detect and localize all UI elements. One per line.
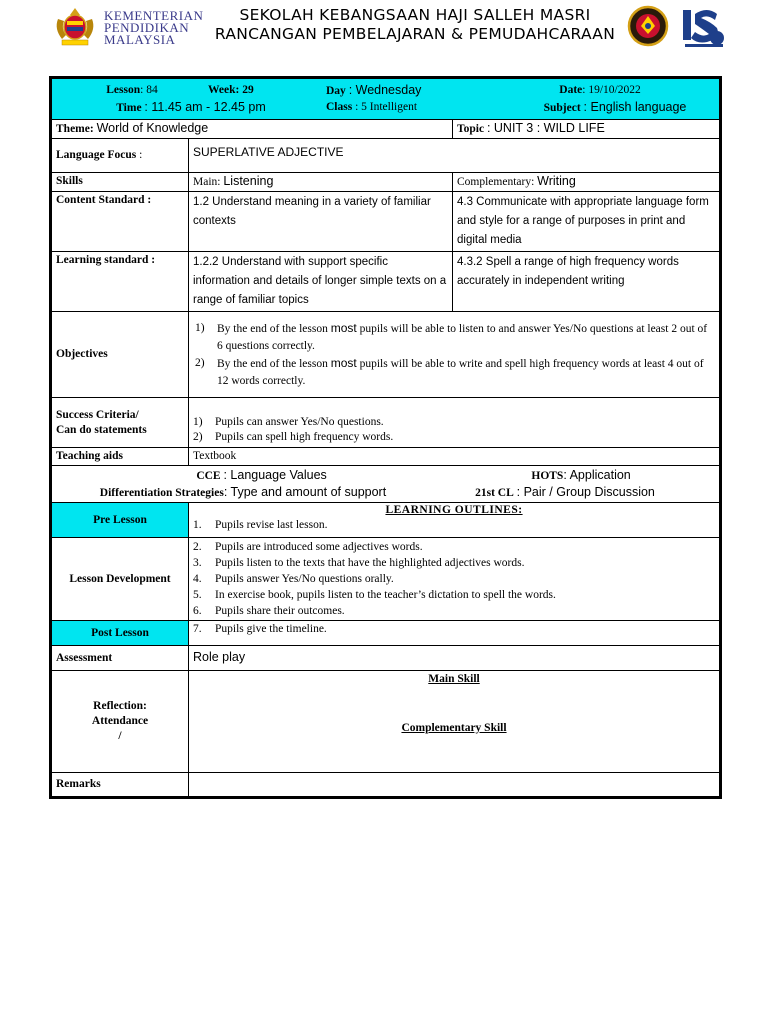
outline-text: Pupils are introduced some adjectives words. bbox=[215, 541, 423, 553]
topic-label: Topic bbox=[457, 123, 485, 135]
objective-number: 1) bbox=[195, 321, 205, 334]
lesson-development-cell bbox=[189, 538, 721, 621]
post-lesson-cell bbox=[189, 621, 721, 646]
success-item bbox=[193, 415, 715, 430]
outline-text: Pupils listen to the texts that have the highlighted adjectives words. bbox=[215, 557, 525, 569]
outline-item bbox=[193, 571, 715, 587]
teaching-aids-value: Textbook bbox=[189, 448, 721, 466]
language-focus-label-cell bbox=[51, 139, 189, 173]
success-text: Pupils can answer Yes/No questions. bbox=[215, 416, 384, 428]
language-focus-value-cell bbox=[189, 139, 721, 173]
outline-item bbox=[193, 587, 715, 603]
ministry-crest-icon bbox=[50, 5, 100, 47]
lesson-development-label: Lesson Development bbox=[51, 538, 189, 621]
learning-standard-main: 1.2.2 Understand with support specific information and details of longer simple texts on a range of familiar topics bbox=[189, 252, 453, 312]
skills-main-value: Listening bbox=[223, 174, 274, 188]
lesson-plan-table bbox=[49, 76, 722, 799]
class-label: Class bbox=[326, 101, 353, 113]
success-number: 1) bbox=[193, 416, 203, 428]
lesson-development-row bbox=[51, 538, 721, 621]
cce-value: : Language Values bbox=[223, 468, 327, 482]
language-focus-row bbox=[51, 139, 721, 173]
outline-number: 3. bbox=[193, 557, 202, 569]
objective-text-emphasis: most bbox=[330, 355, 357, 370]
lesson-label: Lesson bbox=[106, 84, 141, 96]
post-lesson-row bbox=[51, 621, 721, 646]
outline-item bbox=[193, 555, 715, 571]
differentiation-label: Differentiation Strategies bbox=[99, 487, 224, 499]
subject-value: : English language bbox=[583, 100, 687, 114]
content-standard-label: Content Standard : bbox=[51, 192, 189, 252]
objective-text-pre: By the end of the lesson bbox=[217, 322, 331, 335]
differentiation-value: : Type and amount of support bbox=[223, 485, 387, 499]
outline-item bbox=[193, 603, 715, 619]
theme-label: Theme: bbox=[56, 123, 94, 135]
success-criteria-label: Success Criteria/ bbox=[56, 408, 139, 421]
reflection-label: Reflection: bbox=[93, 700, 147, 712]
learning-standard-row bbox=[51, 252, 721, 312]
skills-comp-label: Complementary: bbox=[457, 176, 535, 188]
assessment-row bbox=[51, 646, 721, 671]
date-value: : 19/10/2022 bbox=[582, 84, 641, 96]
skills-comp-cell bbox=[453, 173, 721, 192]
success-item bbox=[193, 430, 715, 445]
class-value: : 5 Intelligent bbox=[355, 101, 418, 113]
week-value: : 29 bbox=[235, 84, 254, 96]
ministry-line-1: KEMENTERIAN bbox=[104, 8, 204, 23]
attendance-separator: / bbox=[118, 730, 122, 742]
theme-row bbox=[51, 120, 721, 139]
objective-text-post: pupils will be able to listen to and answer Yes/No questions at least 2 out of 6 questions correctly. bbox=[217, 322, 708, 352]
day-label: Day bbox=[326, 85, 346, 97]
objectives-row bbox=[51, 312, 721, 398]
reflection-row bbox=[51, 671, 721, 773]
outline-text: In exercise book, pupils listen to the teacher’s dictation to spell the words. bbox=[215, 589, 556, 601]
cce-hots-cell bbox=[51, 466, 721, 503]
objectives-cell bbox=[189, 312, 721, 398]
success-criteria-list bbox=[193, 415, 715, 445]
reflection-label-cell bbox=[51, 671, 189, 773]
cce-hots-row bbox=[51, 466, 721, 503]
outline-text: Pupils share their outcomes. bbox=[215, 605, 345, 617]
week-label: Week bbox=[208, 84, 236, 96]
learning-standard-label: Learning standard : bbox=[51, 252, 189, 312]
skills-label: Skills bbox=[51, 173, 189, 192]
ministry-line-3: MALAYSIA bbox=[104, 32, 176, 47]
time-label: Time bbox=[116, 102, 142, 114]
outline-number: 2. bbox=[193, 541, 202, 553]
can-do-label: Can do statements bbox=[56, 423, 147, 436]
objective-text bbox=[217, 320, 711, 355]
success-criteria-cell bbox=[189, 398, 721, 448]
complementary-skill-heading: Complementary Skill bbox=[401, 722, 507, 734]
skills-main-label: Main: bbox=[193, 176, 221, 188]
outline-text: Pupils revise last lesson. bbox=[215, 519, 328, 531]
outline-number: 6. bbox=[193, 605, 202, 617]
objectives-list bbox=[195, 320, 711, 390]
language-focus-label: Language Focus bbox=[56, 149, 137, 161]
outline-number: 7. bbox=[193, 623, 202, 635]
objective-item bbox=[195, 320, 711, 355]
assessment-value: Role play bbox=[193, 650, 246, 664]
objective-text-pre: By the end of the lesson bbox=[217, 357, 331, 370]
objective-text-emphasis: most bbox=[330, 320, 357, 335]
skills-comp-value: Writing bbox=[537, 174, 576, 188]
outline-text: Pupils answer Yes/No questions orally. bbox=[215, 573, 394, 585]
remarks-cell bbox=[189, 773, 721, 798]
partner-logo-icon bbox=[681, 4, 727, 50]
hots-label: HOTS bbox=[531, 470, 564, 482]
success-criteria-row bbox=[51, 398, 721, 448]
main-skill-heading: Main Skill bbox=[428, 673, 480, 685]
lesson-value: : 84 bbox=[140, 84, 158, 96]
lesson-info-cell bbox=[51, 78, 721, 120]
ministry-name bbox=[104, 10, 203, 46]
date-label: Date bbox=[559, 84, 583, 96]
language-focus-colon: : bbox=[139, 149, 143, 161]
pre-lesson-list bbox=[193, 518, 715, 533]
21st-cl-value: : Pair / Group Discussion bbox=[516, 485, 655, 499]
pre-lesson-cell bbox=[189, 503, 721, 538]
outline-item bbox=[193, 518, 715, 533]
lesson-development-list bbox=[193, 539, 715, 619]
attendance-label: Attendance bbox=[91, 715, 149, 727]
outline-text: Pupils give the timeline. bbox=[215, 623, 327, 635]
theme-cell bbox=[51, 120, 453, 139]
objective-item bbox=[195, 355, 711, 390]
success-number: 2) bbox=[193, 431, 203, 443]
pre-lesson-row bbox=[51, 503, 721, 538]
objective-number: 2) bbox=[195, 356, 205, 369]
content-standard-row bbox=[51, 192, 721, 252]
school-name: SEKOLAH KEBANGSAAN HAJI SALLEH MASRI bbox=[239, 6, 591, 24]
21st-cl-label: 21st CL bbox=[475, 487, 514, 499]
learning-outlines-title: LEARNING OUTLINES: bbox=[385, 504, 523, 516]
objectives-label: Objectives bbox=[51, 312, 189, 398]
school-badge-icon bbox=[627, 2, 669, 50]
subject-label: Subject bbox=[543, 102, 581, 114]
outline-number: 4. bbox=[193, 573, 202, 585]
outline-item bbox=[193, 539, 715, 555]
cce-label: CCE bbox=[196, 470, 221, 482]
hots-value: : Application bbox=[563, 468, 631, 482]
content-standard-comp: 4.3 Communicate with appropriate language form and style for a range of purposes in print and digital media bbox=[453, 192, 721, 252]
remarks-label: Remarks bbox=[51, 773, 189, 798]
outline-number: 1. bbox=[193, 519, 202, 531]
lesson-info-row bbox=[51, 78, 721, 120]
outline-number: 5. bbox=[193, 589, 202, 601]
objective-text-post: pupils will be able to write and spell high frequency words at least 4 out of 12 words correctly. bbox=[217, 357, 704, 387]
time-value: : 11.45 am - 12.45 pm bbox=[144, 100, 266, 114]
outline-item bbox=[193, 622, 715, 637]
success-criteria-label-cell bbox=[51, 398, 189, 448]
post-lesson-list bbox=[193, 622, 715, 637]
language-focus-value: SUPERLATIVE ADJECTIVE bbox=[193, 145, 344, 159]
ministry-line-2: PENDIDIKAN bbox=[104, 20, 190, 35]
theme-value: World of Knowledge bbox=[96, 121, 209, 135]
teaching-aids-row bbox=[51, 448, 721, 466]
day-value: : Wednesday bbox=[348, 83, 422, 97]
objective-text bbox=[217, 355, 711, 390]
success-text: Pupils can spell high frequency words. bbox=[215, 431, 394, 443]
post-lesson-label: Post Lesson bbox=[51, 621, 189, 646]
skills-main-cell bbox=[189, 173, 453, 192]
remarks-row bbox=[51, 773, 721, 798]
content-standard-main: 1.2 Understand meaning in a variety of familiar contexts bbox=[189, 192, 453, 252]
assessment-label: Assessment bbox=[51, 646, 189, 671]
topic-value: : UNIT 3 : WILD LIFE bbox=[486, 121, 605, 135]
reflection-cell bbox=[189, 671, 721, 773]
pre-lesson-label: Pre Lesson bbox=[51, 503, 189, 538]
assessment-cell bbox=[189, 646, 721, 671]
skills-row bbox=[51, 173, 721, 192]
school-title-block bbox=[205, 6, 625, 44]
learning-standard-comp: 4.3.2 Spell a range of high frequency words accurately in independent writing bbox=[453, 252, 721, 312]
document-subtitle: RANCANGAN PEMBELAJARAN & PEMUDAHCARAAN bbox=[214, 25, 616, 43]
teaching-aids-label: Teaching aids bbox=[51, 448, 189, 466]
topic-cell bbox=[453, 120, 721, 139]
document-header bbox=[0, 0, 768, 60]
